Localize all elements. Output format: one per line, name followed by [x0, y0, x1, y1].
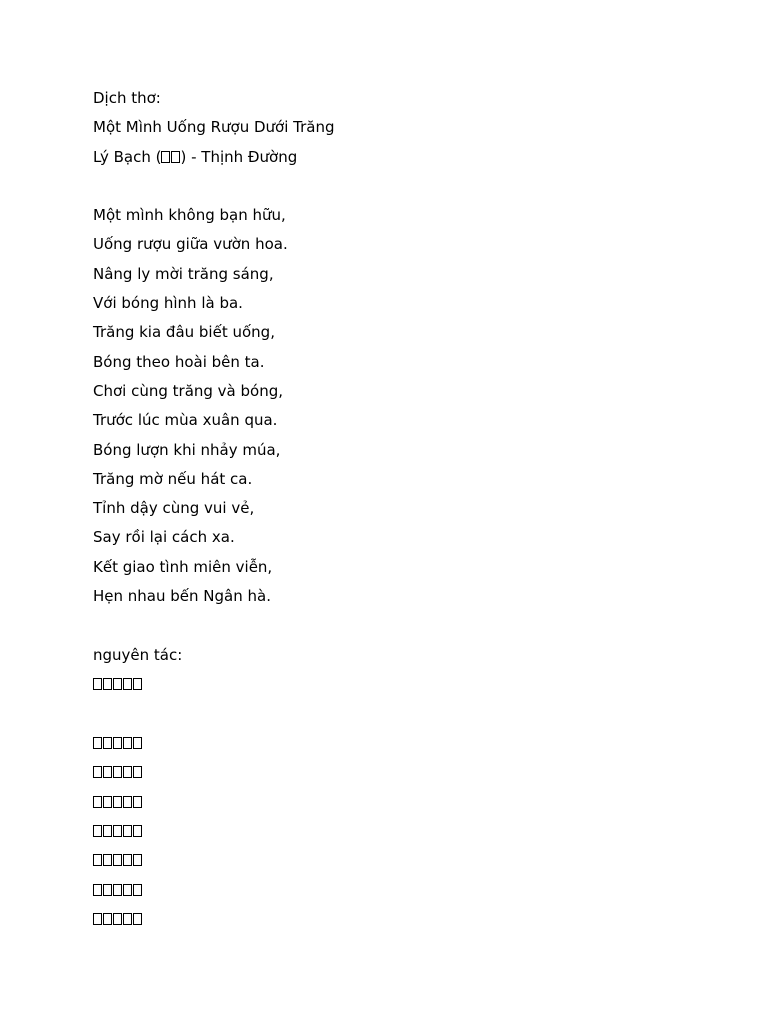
translation-label: Dịch thơ: — [93, 89, 161, 107]
missing-glyph-box — [103, 854, 112, 866]
original-stanza — [93, 729, 693, 934]
author-era: ) - Thịnh Đường — [180, 147, 298, 166]
missing-glyph-box — [103, 884, 112, 896]
translation-line: Bóng lượn khi nhảy múa, — [93, 440, 281, 459]
missing-glyph-box — [123, 913, 132, 925]
missing-glyph-box — [113, 825, 122, 837]
original-line-glyphs — [93, 875, 693, 904]
blank-line — [93, 699, 693, 728]
author-name: Lý Bạch ( — [93, 147, 162, 166]
original-title-glyphs — [93, 670, 693, 699]
missing-glyph-box — [93, 913, 102, 925]
missing-glyph-box — [113, 678, 122, 690]
translation-line: Uống rượu giữa vườn hoa. — [93, 235, 288, 254]
translation-line: Hẹn nhau bến Ngân hà. — [93, 587, 271, 606]
missing-glyph-box — [113, 854, 122, 866]
blank-line — [93, 611, 693, 640]
missing-glyph-box — [103, 913, 112, 925]
missing-glyph-box — [113, 796, 122, 808]
translation-line: Với bóng hình là ba. — [93, 294, 243, 313]
translation-line: Say rồi lại cách xa. — [93, 528, 235, 547]
missing-glyph-box — [123, 796, 132, 808]
missing-glyph-box — [113, 766, 122, 778]
translation-line: Trước lúc mùa xuân qua. — [93, 411, 278, 430]
missing-glyph-box — [123, 884, 132, 896]
missing-glyph-box — [93, 737, 102, 749]
missing-glyph-box — [93, 796, 102, 808]
missing-glyph-box — [133, 825, 142, 837]
author-chinese-name-glyphs — [161, 151, 180, 163]
missing-glyph-box — [133, 678, 142, 690]
translation-line: Tỉnh dậy cùng vui vẻ, — [93, 499, 255, 518]
missing-glyph-box — [133, 766, 142, 778]
missing-glyph-box — [93, 825, 102, 837]
missing-glyph-box — [123, 737, 132, 749]
missing-glyph-box — [133, 884, 142, 896]
translation-line: Trăng kia đâu biết uống, — [93, 323, 275, 342]
missing-glyph-box — [113, 913, 122, 925]
missing-glyph-box — [93, 884, 102, 896]
missing-glyph-box — [133, 796, 142, 808]
missing-glyph-box — [103, 796, 112, 808]
missing-glyph-box — [113, 737, 122, 749]
poem-author — [93, 143, 693, 172]
original-line-glyphs — [93, 787, 693, 816]
original-line-glyphs — [93, 846, 693, 875]
poem-title: Một Mình Uống Rượu Dưới Trăng — [93, 118, 335, 137]
missing-glyph-box — [103, 766, 112, 778]
missing-glyph-box — [123, 766, 132, 778]
translation-line: Một mình không bạn hữu, — [93, 206, 286, 225]
translation-line: Chơi cùng trăng và bóng, — [93, 381, 284, 400]
missing-glyph-box — [103, 678, 112, 690]
translation-line: Kết giao tình miên viễn, — [93, 557, 273, 576]
document-page — [93, 84, 693, 934]
missing-glyph-box — [133, 737, 142, 749]
blank-line — [93, 172, 693, 201]
missing-glyph-box — [93, 678, 102, 690]
missing-glyph-box — [113, 884, 122, 896]
missing-glyph-box — [93, 854, 102, 866]
missing-glyph-box — [123, 854, 132, 866]
original-line-glyphs — [93, 816, 693, 845]
original-line-glyphs — [93, 729, 693, 758]
translation-line: Nâng ly mời trăng sáng, — [93, 264, 274, 283]
missing-glyph-box — [133, 854, 142, 866]
original-line-glyphs — [93, 758, 693, 787]
missing-glyph-box — [133, 913, 142, 925]
missing-glyph-box — [123, 825, 132, 837]
missing-glyph-box — [161, 151, 170, 163]
original-label: nguyên tác: — [93, 645, 183, 664]
missing-glyph-box — [123, 678, 132, 690]
missing-glyph-box — [103, 737, 112, 749]
translation-stanza — [93, 201, 693, 611]
translation-line: Bóng theo hoài bên ta. — [93, 352, 265, 371]
missing-glyph-box — [103, 825, 112, 837]
missing-glyph-box — [93, 766, 102, 778]
translation-line: Trăng mờ nếu hát ca. — [93, 469, 253, 488]
original-line-glyphs — [93, 904, 693, 933]
